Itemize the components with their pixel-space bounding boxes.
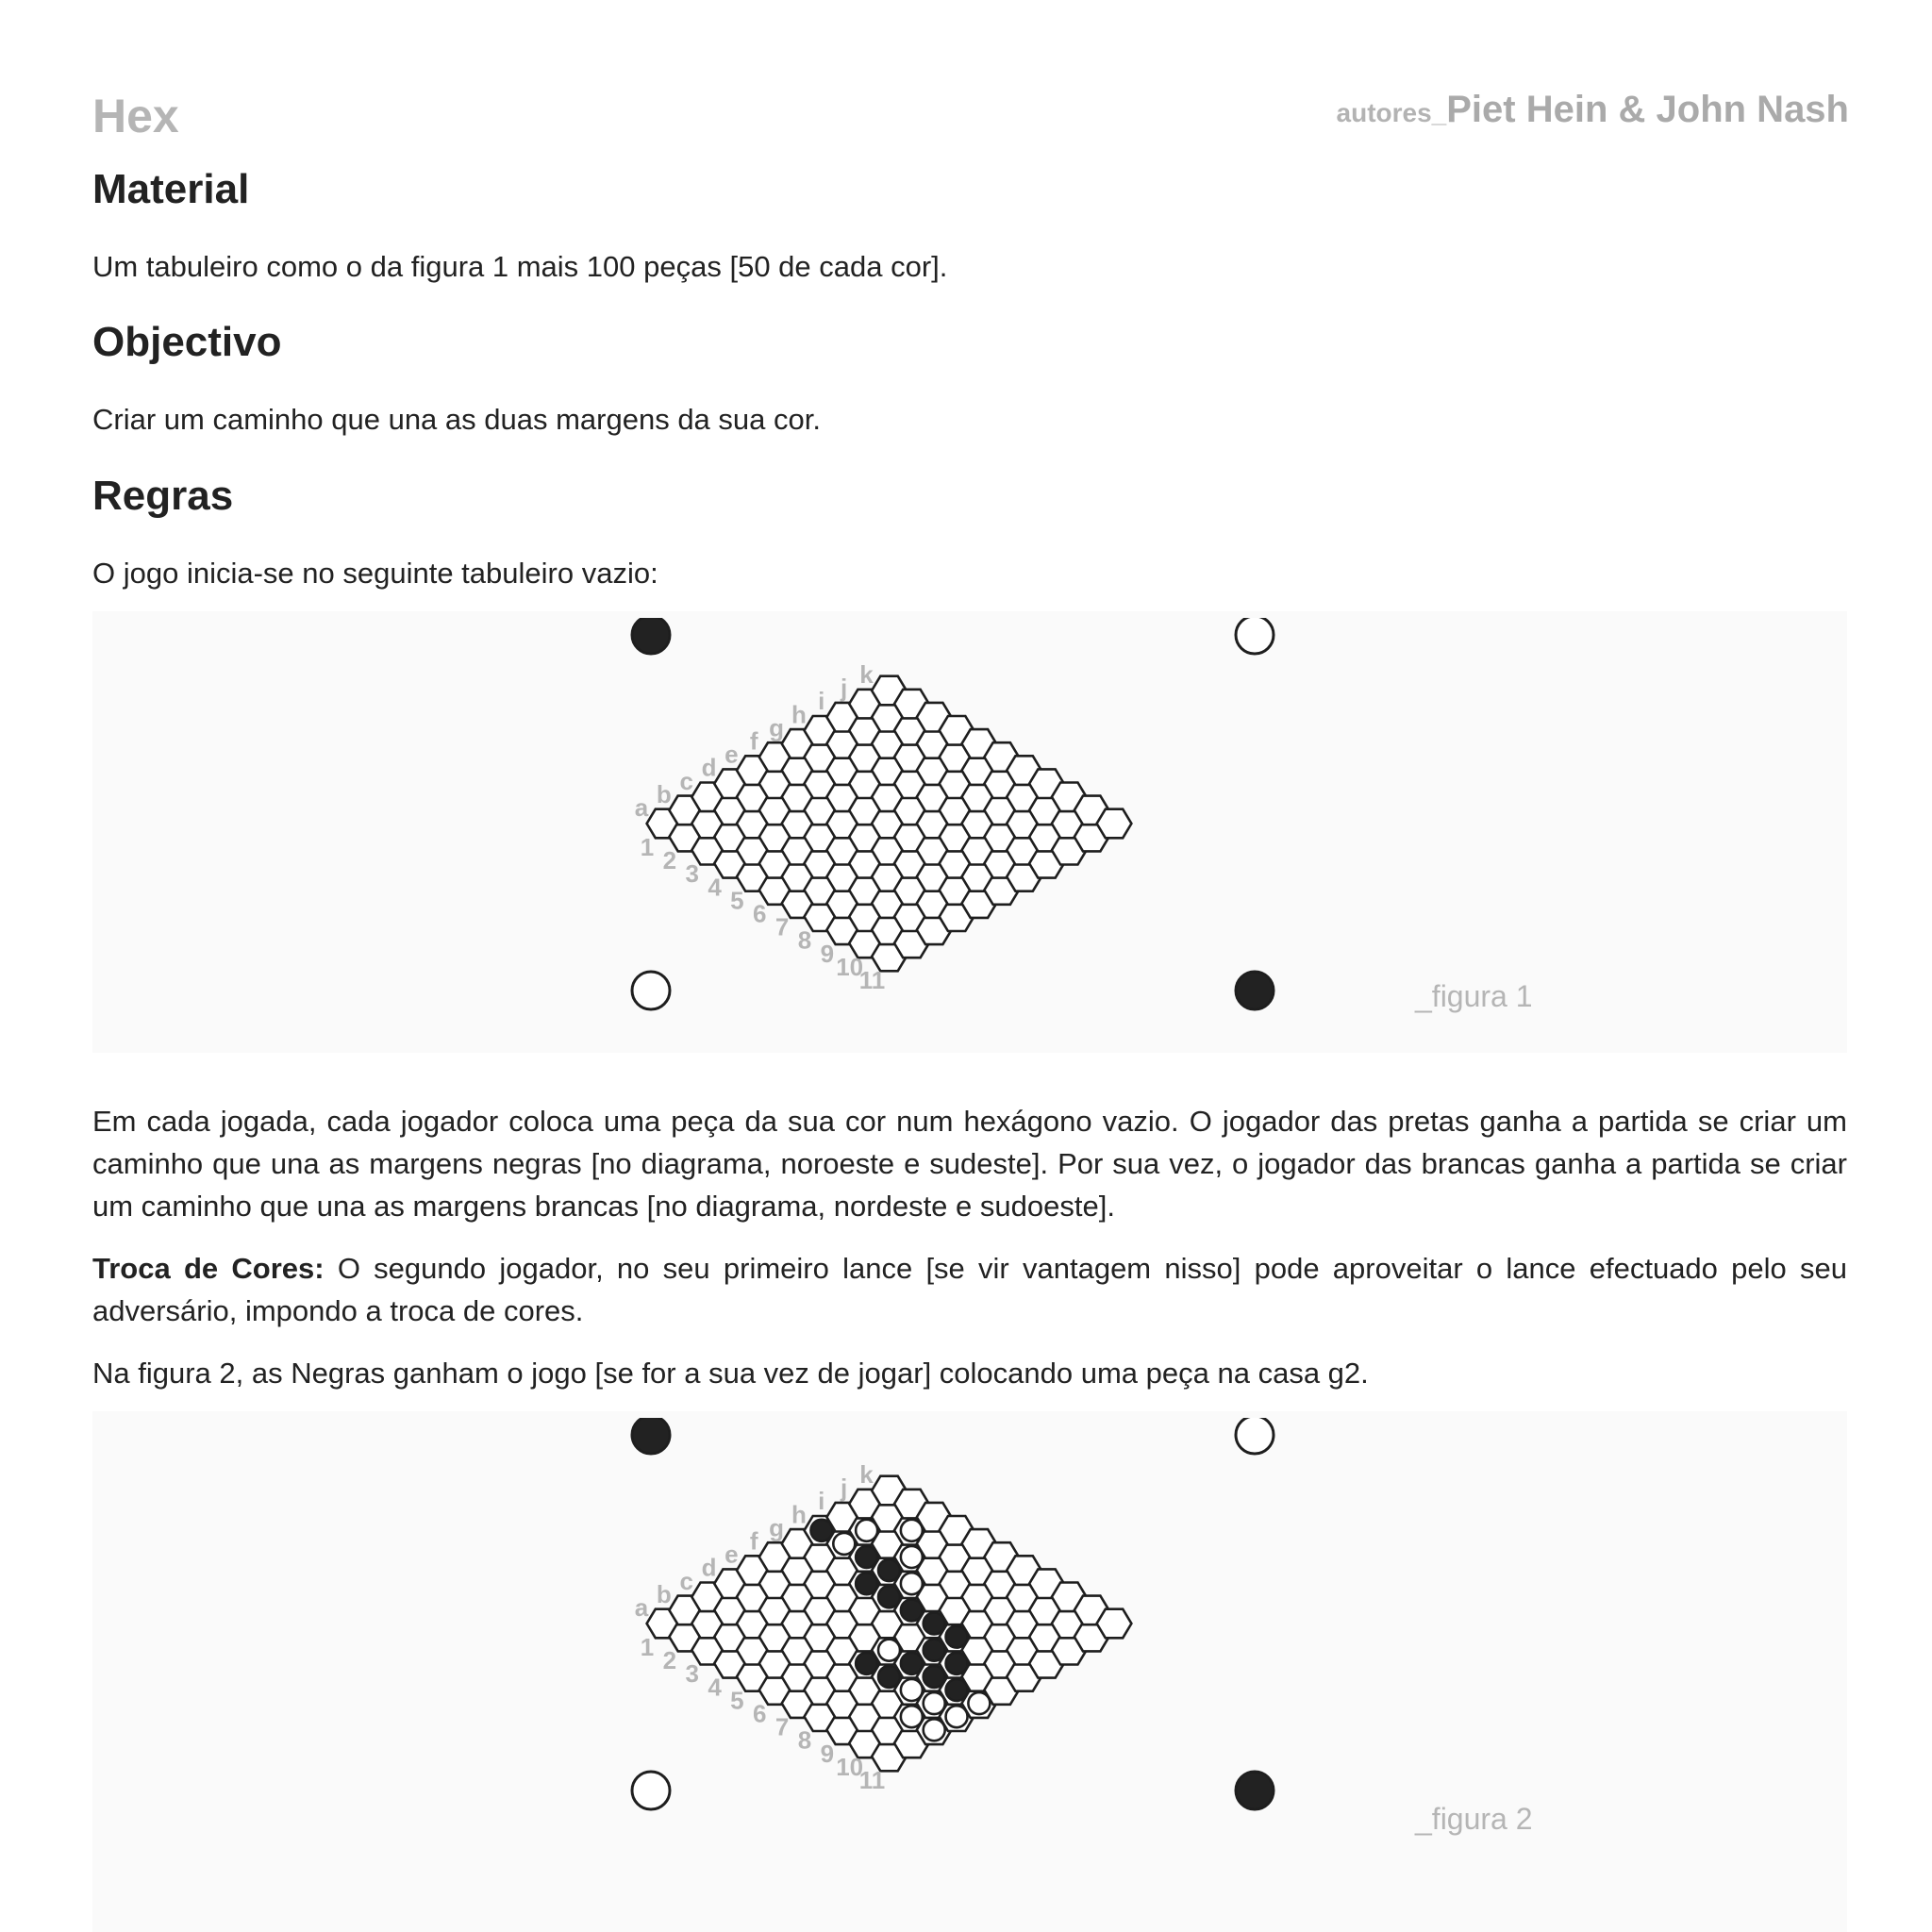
corner-marker-bottom-right-black (1236, 972, 1274, 1009)
row-label: 2 (662, 846, 677, 875)
hex-board-figure-2 (613, 1418, 1321, 1852)
piece-black-g6 (901, 1599, 923, 1621)
column-label: g (769, 1513, 785, 1542)
row-label: 8 (797, 925, 812, 955)
authors (1337, 89, 1849, 131)
rules-heading: Regras (92, 473, 234, 519)
piece-white-d10 (924, 1692, 945, 1714)
column-label: c (679, 1566, 693, 1595)
rules-paragraph: Em cada jogada, cada jogador coloca uma peça da sua cor num hexágono vazio. O jogador das pretas ganha a partida se criar um caminho que una as margens negras [no diagrama, noroeste e sudeste]. Por sua vez, o jogador das brancas ganha a partida se criar um caminho que una as margens brancas [no diagrama, nordeste e sudoeste]. (92, 1105, 1847, 1223)
row-label: 7 (774, 912, 790, 941)
corner-marker-top-left-black (632, 618, 670, 654)
row-label: 1 (640, 1633, 655, 1661)
objective-text: Criar um caminho que una as duas margens da sua cor. (92, 403, 821, 436)
piece-white-h5 (901, 1573, 923, 1594)
objective-heading: Objectivo (92, 319, 282, 365)
column-label: b (656, 779, 672, 808)
piece-white-j3 (901, 1520, 923, 1541)
row-label: 3 (685, 859, 699, 889)
column-label: d (701, 753, 717, 782)
row-label: 2 (662, 1646, 677, 1675)
piece-black-e8 (901, 1653, 923, 1674)
corner-marker-bottom-left-white (632, 972, 670, 1009)
corner-marker-top-right-white (1236, 618, 1274, 654)
row-label: 10 (836, 1752, 864, 1781)
row-label: 10 (836, 952, 864, 981)
column-label: a (634, 793, 649, 822)
hex-board-figure-1 (613, 618, 1321, 1052)
page-title: Hex (92, 90, 179, 142)
piece-black-d8 (878, 1666, 900, 1688)
rules-intro: O jogo inicia-se no seguinte tabuleiro vazio: (92, 557, 658, 590)
row-label: 9 (820, 939, 835, 968)
column-label: d (701, 1553, 717, 1582)
corner-marker-bottom-left-white (632, 1772, 670, 1809)
figure-2-caption: _figura 2 (1415, 1802, 1533, 1836)
column-label: c (679, 766, 693, 795)
piece-white-h2 (833, 1533, 855, 1555)
piece-white-c10 (901, 1706, 923, 1727)
piece-black-d7 (856, 1653, 877, 1674)
column-label: i (818, 1487, 825, 1516)
piece-white-d9 (901, 1679, 923, 1701)
column-label: h (791, 1500, 807, 1529)
column-label: h (791, 700, 807, 729)
column-label: j (841, 1474, 848, 1503)
corner-marker-top-left-black (632, 1418, 670, 1454)
piece-black-f9 (946, 1653, 968, 1674)
column-label: k (859, 660, 874, 689)
swap-text: O segundo jogador, no seu primeiro lance [se vir vantagem nisso] pode aproveitar o lance efectuado pelo seu adversário, impondo a troca de cores. (92, 1252, 1847, 1327)
piece-white-i4 (901, 1546, 923, 1568)
row-label: 6 (753, 1699, 767, 1728)
row-label: 11 (858, 966, 886, 994)
column-label: j (841, 674, 848, 703)
piece-black-f8 (924, 1640, 945, 1661)
column-label: k (859, 1460, 874, 1489)
column-label: f (749, 1526, 758, 1556)
row-label: 4 (708, 873, 722, 902)
corner-marker-bottom-right-black (1236, 1772, 1274, 1809)
piece-black-e10 (946, 1679, 968, 1701)
authors-prefix: autores_ (1336, 98, 1447, 127)
piece-black-g7 (924, 1613, 945, 1635)
material-text: Um tabuleiro como o da figura 1 mais 100 peças [50 de cada cor]. (92, 250, 948, 283)
column-label: b (656, 1579, 672, 1608)
hex-cell-k11 (1097, 1609, 1132, 1639)
column-label: e (724, 1540, 739, 1569)
row-label: 9 (820, 1739, 835, 1768)
column-label: g (769, 713, 785, 742)
corner-marker-top-right-white (1236, 1418, 1274, 1454)
authors-names: Piet Hein & John Nash (1446, 89, 1849, 130)
column-label: f (749, 726, 758, 756)
row-label: 5 (730, 886, 744, 915)
row-label: 3 (685, 1659, 699, 1689)
piece-black-h3 (856, 1546, 877, 1568)
swap-label: Troca de Cores: (92, 1252, 325, 1285)
row-label: 1 (640, 833, 655, 861)
column-label: a (634, 1593, 649, 1622)
row-label: 11 (858, 1766, 886, 1794)
row-label: 6 (753, 899, 767, 928)
piece-black-h1 (810, 1520, 832, 1541)
material-heading: Material (92, 166, 250, 212)
piece-white-c11 (924, 1719, 945, 1740)
piece-black-g4 (856, 1573, 877, 1594)
piece-white-d11 (946, 1706, 968, 1727)
piece-white-e7 (878, 1640, 900, 1661)
piece-black-e9 (924, 1666, 945, 1688)
figure-1-caption: _figura 1 (1415, 979, 1533, 1013)
row-label: 7 (774, 1712, 790, 1741)
piece-white-i2 (856, 1520, 877, 1541)
piece-black-h4 (878, 1559, 900, 1581)
row-label: 8 (797, 1725, 812, 1755)
swap-rule (92, 1247, 1847, 1332)
piece-white-e11 (968, 1692, 990, 1714)
figure-2-intro: Na figura 2, as Negras ganham o jogo [se for a sua vez de jogar] colocando uma peça na casa g2. (92, 1357, 1369, 1390)
piece-black-g8 (946, 1626, 968, 1648)
hex-cell-k11 (1097, 809, 1132, 839)
column-label: i (818, 687, 825, 716)
row-label: 5 (730, 1686, 744, 1715)
column-label: e (724, 740, 739, 769)
piece-black-g5 (878, 1586, 900, 1607)
row-label: 4 (708, 1673, 722, 1702)
